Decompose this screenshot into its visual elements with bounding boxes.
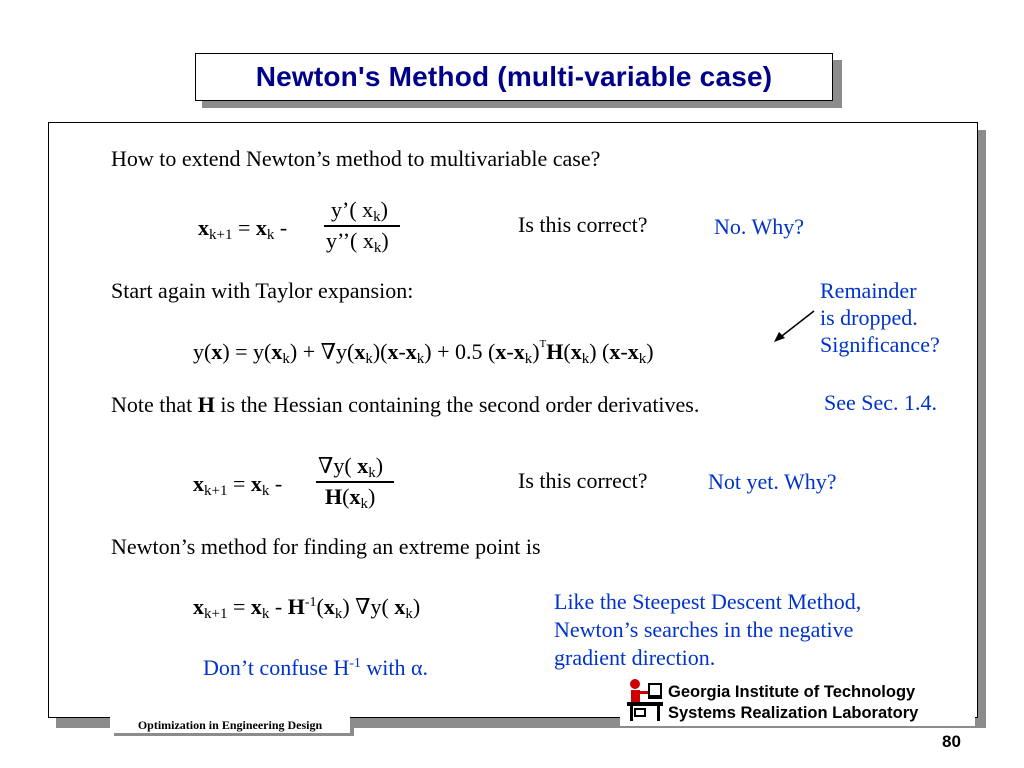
confuse-note: Don’t confuse $H^{-1}$ with α. [203,655,429,680]
taylor-intro: Start again with Taylor expansion: [111,278,414,303]
lab-name-line2: Systems Realization Laboratory [668,704,919,722]
eq1-fraction-bar [324,225,400,227]
remainder-arrow-icon [770,305,820,345]
eq2-question: Is this correct? [518,468,648,493]
question-line: How to extend Newton’s method to multivariable case? [111,146,601,171]
see-sec-note: See Sec. 1.4. [824,390,938,415]
eq2-answer: Not yet. Why? [708,469,837,494]
newton-intro: Newton’s method for finding an extreme point is [111,534,541,559]
eq2-denominator: $H(x_k)$ [325,484,376,512]
steepest-note-1: Like the Steepest Descent Method, [554,589,862,614]
eq1-lhs: $x_{k+1} = x_k$ - [198,215,288,243]
eq2-fraction-bar [316,481,394,483]
eq1-numerator: y’( $x_k$) [331,197,388,225]
lab-name-line1: Georgia Institute of Technology [668,683,916,701]
taylor-expansion: $y(x) = y(x_k) + \nabla y(x_k)(x-x_k) + 0.5$ $(x-x_k)^TH(x_k)$ $(x-x_k)$ [193,338,654,367]
hessian-note: Note that H is the Hessian containing the second order derivatives. [111,392,700,417]
eq1-answer: No. Why? [714,214,805,239]
steepest-note-3: gradient direction. [554,645,716,670]
eq2-lhs: $x_{k+1} = x_k$ - [193,471,283,499]
slide-title: Newton's Method (multi-variable case) [255,61,773,92]
eq3: $x_{k+1} = x_k - H^{-1}(x_k)$ ∇y( $x_k$) [193,594,421,622]
steepest-note-2: Newton’s searches in the negative [554,617,854,642]
eq1-denominator: y’’( $x_k$) [326,228,389,256]
remainder-note-3: Significance? [820,332,940,357]
remainder-note-2: is dropped. [820,305,918,330]
eq1-question: Is this correct? [518,212,648,237]
lab-logo-icon [624,677,666,723]
footer-text: Optimization in Engineering Design [137,717,323,732]
footer-box [110,717,350,733]
remainder-note-1: Remainder [820,278,917,303]
eq2-numerator: ∇y( $x_k$) [318,453,384,481]
page-number: 80 [942,732,961,751]
title-box [195,53,833,101]
